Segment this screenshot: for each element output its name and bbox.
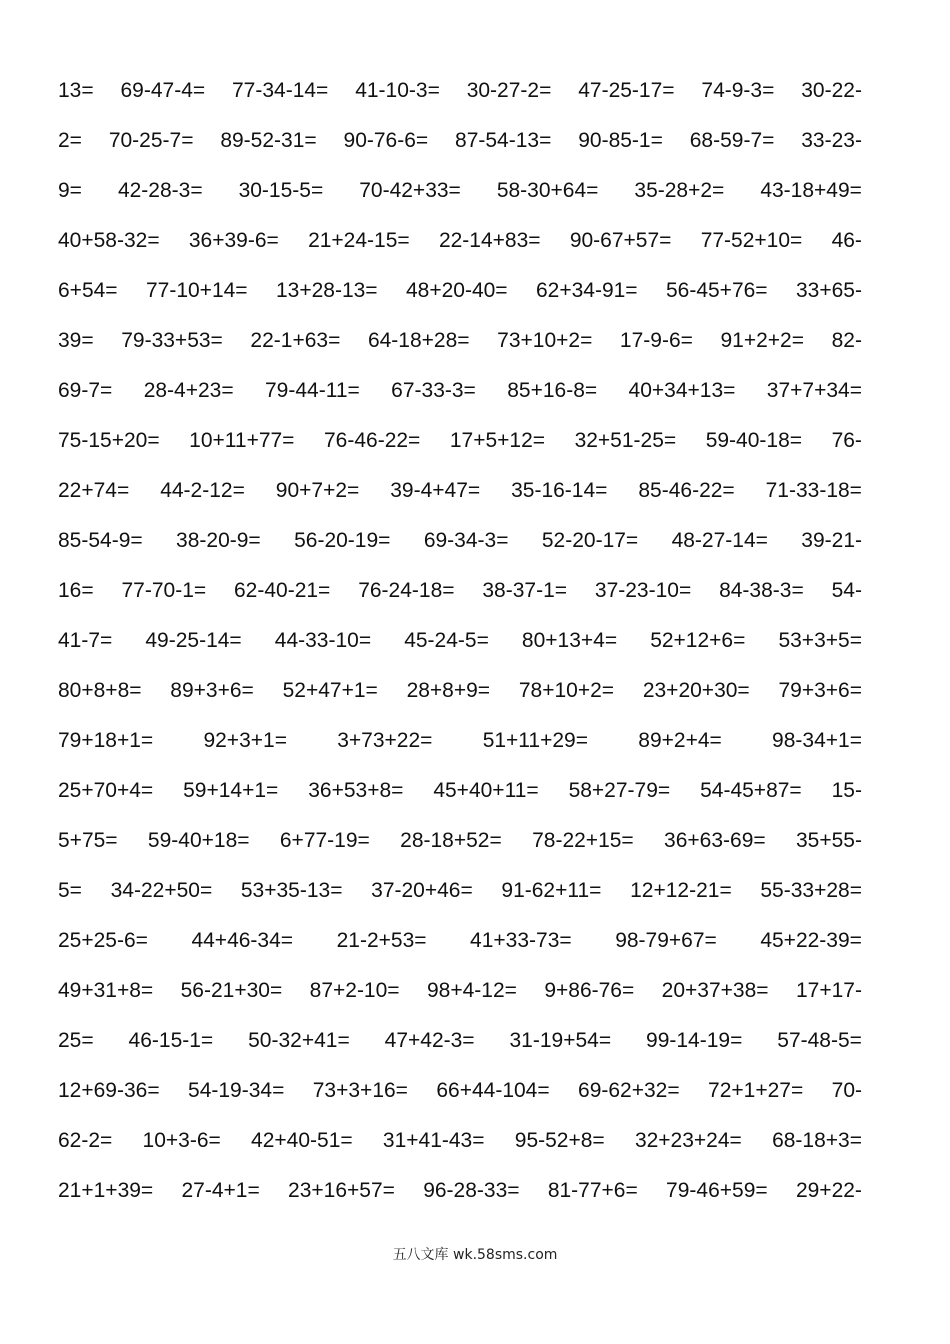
arithmetic-problem: 43-18+49=	[760, 179, 862, 202]
arithmetic-problem: 17+17-	[795, 979, 862, 1002]
arithmetic-problem: 53+3+5=	[778, 629, 862, 652]
arithmetic-problem: 36+39-6=	[188, 229, 279, 252]
arithmetic-problem: 28-18+52=	[400, 829, 502, 852]
arithmetic-problem: 87+2-10=	[309, 979, 400, 1002]
arithmetic-problem: 91-62+11=	[501, 879, 602, 902]
worksheet-line	[58, 616, 862, 666]
arithmetic-problem: 13=	[58, 79, 94, 102]
arithmetic-problem: 36+63-69=	[664, 829, 766, 852]
arithmetic-problem: 41-10-3=	[355, 79, 440, 102]
arithmetic-problem: 52+47+1=	[282, 679, 378, 702]
arithmetic-problem: 31-19+54=	[509, 1029, 612, 1052]
arithmetic-problem: 12+12-21=	[630, 879, 732, 902]
arithmetic-problem: 70-	[831, 1079, 862, 1102]
arithmetic-problem: 41-7=	[58, 629, 113, 652]
arithmetic-problem: 38-37-1=	[482, 579, 568, 602]
arithmetic-problem: 98-79+67=	[615, 929, 717, 952]
arithmetic-problem: 90-76-6=	[343, 129, 429, 152]
arithmetic-problem: 98+4-12=	[426, 979, 517, 1002]
arithmetic-problem: 46-	[831, 229, 862, 252]
arithmetic-problem: 92+3+1=	[203, 729, 287, 752]
arithmetic-problem: 32+23+24=	[634, 1129, 742, 1152]
arithmetic-problem: 89+2+4=	[638, 729, 722, 752]
worksheet-line	[58, 766, 862, 816]
arithmetic-problem: 54-	[831, 579, 862, 602]
arithmetic-problem: 22-14+83=	[438, 229, 541, 252]
arithmetic-problem: 79-46+59=	[666, 1179, 768, 1202]
arithmetic-problem: 56-21+30=	[180, 979, 283, 1002]
arithmetic-problem: 76-	[831, 429, 862, 452]
worksheet-line	[58, 966, 862, 1016]
arithmetic-problem: 67-33-3=	[391, 379, 476, 402]
arithmetic-problem: 59-40+18=	[147, 829, 250, 852]
arithmetic-problem: 79+3+6=	[778, 679, 862, 702]
arithmetic-problem: 79-44-11=	[265, 379, 360, 402]
arithmetic-problem: 49-25-14=	[145, 629, 242, 652]
arithmetic-problem: 16=	[58, 579, 94, 602]
arithmetic-problem: 10+11+77=	[189, 429, 295, 452]
arithmetic-problem: 45+22-39=	[760, 929, 862, 952]
arithmetic-problem: 58-30+64=	[496, 179, 599, 202]
arithmetic-problem: 5+75=	[58, 829, 118, 852]
worksheet-line	[58, 916, 862, 966]
arithmetic-problem: 90-85-1=	[578, 129, 663, 152]
arithmetic-problem: 5=	[58, 879, 82, 902]
worksheet-line	[58, 1016, 862, 1066]
arithmetic-problem: 13+28-13=	[275, 279, 378, 302]
arithmetic-problem: 50-32+41=	[248, 1029, 350, 1052]
arithmetic-problem: 76-46-22=	[323, 429, 421, 452]
arithmetic-problem: 21-2+53=	[336, 929, 427, 952]
arithmetic-problem: 68-59-7=	[689, 129, 775, 152]
arithmetic-problem: 22+74=	[58, 479, 130, 502]
arithmetic-problem: 34-22+50=	[110, 879, 213, 902]
arithmetic-problem: 45+40+11=	[433, 779, 539, 802]
arithmetic-problem: 76-24-18=	[358, 579, 455, 602]
arithmetic-problem: 2=	[58, 129, 82, 152]
worksheet-line	[58, 666, 862, 716]
arithmetic-problem: 69-62+32=	[578, 1079, 680, 1102]
arithmetic-problem: 74-9-3=	[701, 79, 775, 102]
arithmetic-problem: 40+58-32=	[58, 229, 160, 252]
arithmetic-problem: 56-20-19=	[294, 529, 391, 552]
arithmetic-problem: 80+13+4=	[521, 629, 618, 652]
arithmetic-problem: 69-7=	[58, 379, 113, 402]
arithmetic-problem: 71-33-18=	[765, 479, 862, 502]
arithmetic-problem: 36+53+8=	[308, 779, 404, 802]
arithmetic-problem: 64-18+28=	[367, 329, 470, 352]
arithmetic-problem: 79-33+53=	[121, 329, 223, 352]
arithmetic-problem: 23+16+57=	[288, 1179, 395, 1202]
arithmetic-problem: 23+20+30=	[642, 679, 750, 702]
arithmetic-problem: 54-19-34=	[188, 1079, 285, 1102]
arithmetic-problem: 44-2-12=	[160, 479, 245, 502]
arithmetic-problem: 10+3-6=	[142, 1129, 221, 1152]
arithmetic-problem: 69-47-4=	[120, 79, 206, 102]
arithmetic-problem: 28+8+9=	[406, 679, 491, 702]
arithmetic-problem: 70-42+33=	[359, 179, 461, 202]
arithmetic-problem: 30-15-5=	[238, 179, 324, 202]
arithmetic-problem: 47-25-17=	[578, 79, 675, 102]
arithmetic-problem: 95-52+8=	[514, 1129, 605, 1152]
arithmetic-problem: 42+40-51=	[251, 1129, 353, 1152]
arithmetic-problem: 17-9-6=	[619, 329, 693, 352]
arithmetic-problem: 53+35-13=	[240, 879, 343, 902]
arithmetic-problem: 48+20-40=	[405, 279, 508, 302]
arithmetic-problem: 52+12+6=	[650, 629, 746, 652]
arithmetic-problem: 54-45+87=	[700, 779, 802, 802]
arithmetic-problem: 80+8+8=	[58, 679, 142, 702]
arithmetic-problem: 62-40-21=	[234, 579, 331, 602]
arithmetic-problem: 69-34-3=	[423, 529, 509, 552]
arithmetic-problem: 33+65-	[795, 279, 862, 302]
arithmetic-problem: 45-24-5=	[404, 629, 489, 652]
arithmetic-problem: 31+41-43=	[382, 1129, 485, 1152]
arithmetic-problem: 98-34+1=	[772, 729, 862, 752]
arithmetic-problem: 21+24-15=	[308, 229, 410, 252]
worksheet-line	[58, 66, 862, 116]
arithmetic-problem: 77-52+10=	[700, 229, 803, 252]
arithmetic-problem: 44+46-34=	[191, 929, 294, 952]
arithmetic-problem: 85+16-8=	[507, 379, 598, 402]
arithmetic-problem: 85-54-9=	[58, 529, 143, 552]
worksheet-line	[58, 366, 862, 416]
arithmetic-problem: 39-21-	[801, 529, 862, 552]
worksheet-line	[58, 266, 862, 316]
arithmetic-problem: 66+44-104=	[436, 1079, 550, 1102]
worksheet-line	[58, 316, 862, 366]
worksheet-line	[58, 416, 862, 466]
arithmetic-problem: 25+25-6=	[58, 929, 148, 952]
arithmetic-problem: 17+5+12=	[449, 429, 546, 452]
arithmetic-problem: 68-18+3=	[772, 1129, 862, 1152]
worksheet-line	[58, 1116, 862, 1166]
arithmetic-problem: 87-54-13=	[455, 129, 552, 152]
arithmetic-problem: 15-	[831, 779, 862, 802]
worksheet-line	[58, 716, 862, 766]
arithmetic-problem: 46-15-1=	[128, 1029, 214, 1052]
arithmetic-problem: 78-22+15=	[532, 829, 634, 852]
arithmetic-problem: 25+70+4=	[58, 779, 154, 802]
arithmetic-problem: 62+34-91=	[535, 279, 638, 302]
arithmetic-problem: 25=	[58, 1029, 94, 1052]
worksheet-line	[58, 566, 862, 616]
worksheet-line	[58, 166, 862, 216]
arithmetic-problem: 39=	[58, 329, 94, 352]
arithmetic-problem: 78+10+2=	[518, 679, 615, 702]
arithmetic-problem: 47+42-3=	[384, 1029, 475, 1052]
arithmetic-problem: 73+10+2=	[497, 329, 593, 352]
arithmetic-problem: 59-40-18=	[705, 429, 803, 452]
arithmetic-problem: 42-28-3=	[117, 179, 203, 202]
arithmetic-problem: 35-16-14=	[511, 479, 608, 502]
arithmetic-problem: 37-20+46=	[371, 879, 473, 902]
arithmetic-problem: 75-15+20=	[58, 429, 160, 452]
arithmetic-problem: 77-10+14=	[145, 279, 248, 302]
arithmetic-problem: 73+3+16=	[312, 1079, 408, 1102]
arithmetic-problem: 77-70-1=	[121, 579, 207, 602]
arithmetic-problem: 49+31+8=	[58, 979, 154, 1002]
arithmetic-problem: 82-	[831, 329, 862, 352]
arithmetic-problem: 3+73+22=	[337, 729, 433, 752]
worksheet-line	[58, 516, 862, 566]
arithmetic-problem: 32+51-25=	[574, 429, 677, 452]
arithmetic-problem: 28-4+23=	[143, 379, 234, 402]
worksheet-line	[58, 1166, 862, 1216]
worksheet-line	[58, 216, 862, 266]
arithmetic-problem: 30-27-2=	[466, 79, 552, 102]
worksheet-line	[58, 816, 862, 866]
arithmetic-problem: 99-14-19=	[646, 1029, 743, 1052]
arithmetic-problem: 6+77-19=	[279, 829, 370, 852]
arithmetic-problem: 79+18+1=	[58, 729, 154, 752]
footer-watermark: 五八文库 wk.58sms.com	[392, 1247, 558, 1263]
arithmetic-problem: 91+2+2=	[720, 329, 804, 352]
arithmetic-problem: 27-4+1=	[181, 1179, 260, 1202]
arithmetic-problem: 52-20-17=	[541, 529, 639, 552]
arithmetic-worksheet	[58, 66, 862, 1216]
arithmetic-problem: 51+11+29=	[482, 729, 588, 752]
arithmetic-problem: 55-33+28=	[760, 879, 862, 902]
arithmetic-problem: 37+7+34=	[766, 379, 862, 402]
arithmetic-problem: 90+7+2=	[275, 479, 360, 502]
arithmetic-problem: 96-28-33=	[423, 1179, 520, 1202]
arithmetic-problem: 62-2=	[58, 1129, 113, 1152]
arithmetic-problem: 41+33-73=	[470, 929, 572, 952]
arithmetic-problem: 35+55-	[796, 829, 862, 852]
arithmetic-problem: 85-46-22=	[638, 479, 735, 502]
arithmetic-problem: 22-1+63=	[250, 329, 341, 352]
worksheet-line	[58, 116, 862, 166]
arithmetic-problem: 20+37+38=	[661, 979, 769, 1002]
arithmetic-problem: 89+3+6=	[170, 679, 254, 702]
arithmetic-problem: 90-67+57=	[569, 229, 672, 252]
arithmetic-problem: 57-48-5=	[777, 1029, 862, 1052]
arithmetic-problem: 58+27-79=	[568, 779, 671, 802]
arithmetic-problem: 9=	[58, 179, 82, 202]
arithmetic-problem: 56-45+76=	[665, 279, 768, 302]
worksheet-line	[58, 866, 862, 916]
arithmetic-problem: 30-22-	[801, 79, 862, 102]
arithmetic-problem: 12+69-36=	[58, 1079, 160, 1102]
arithmetic-problem: 44-33-10=	[274, 629, 372, 652]
arithmetic-problem: 37-23-10=	[594, 579, 692, 602]
arithmetic-problem: 6+54=	[58, 279, 118, 302]
arithmetic-problem: 39-4+47=	[390, 479, 481, 502]
arithmetic-problem: 9+86-76=	[544, 979, 635, 1002]
arithmetic-problem: 38-20-9=	[176, 529, 261, 552]
arithmetic-problem: 59+14+1=	[183, 779, 279, 802]
arithmetic-problem: 70-25-7=	[108, 129, 194, 152]
worksheet-line	[58, 466, 862, 516]
arithmetic-problem: 35-28+2=	[634, 179, 725, 202]
arithmetic-problem: 81-77+6=	[547, 1179, 638, 1202]
arithmetic-problem: 72+1+27=	[708, 1079, 804, 1102]
arithmetic-problem: 48-27-14=	[671, 529, 768, 552]
arithmetic-problem: 40+34+13=	[628, 379, 736, 402]
arithmetic-problem: 21+1+39=	[58, 1179, 154, 1202]
arithmetic-problem: 29+22-	[795, 1179, 862, 1202]
arithmetic-problem: 77-34-14=	[232, 79, 329, 102]
worksheet-line	[58, 1066, 862, 1116]
arithmetic-problem: 84-38-3=	[719, 579, 804, 602]
arithmetic-problem: 33-23-	[801, 129, 862, 152]
arithmetic-problem: 89-52-31=	[220, 129, 317, 152]
